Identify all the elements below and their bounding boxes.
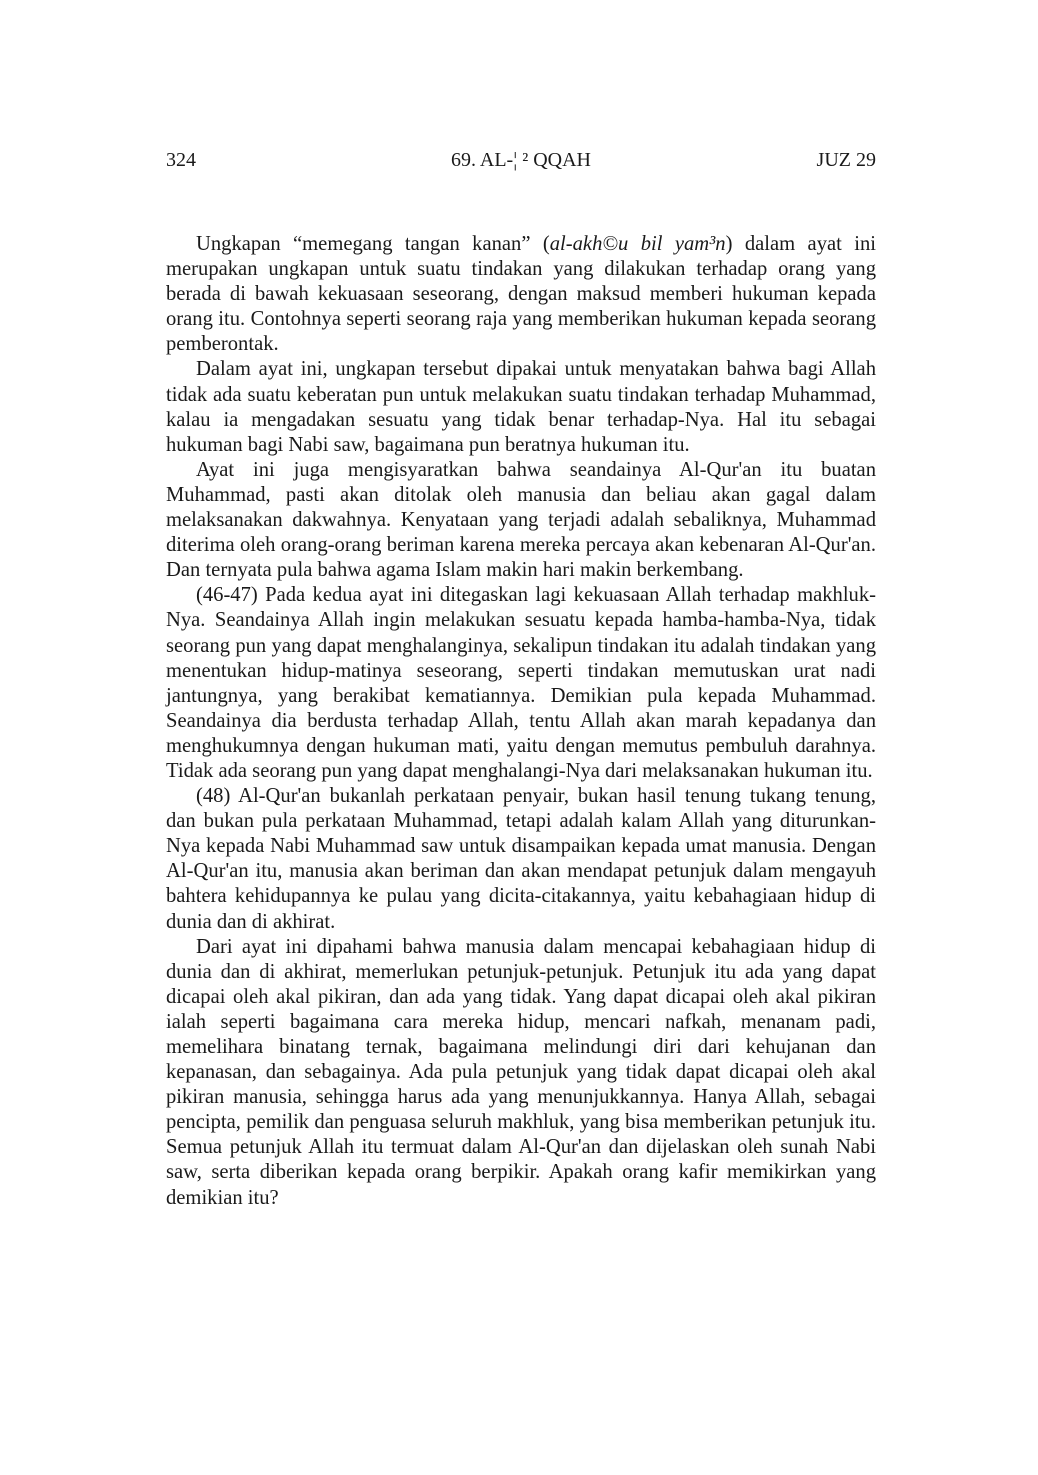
- paragraph-5: (48) Al-Qur'an bukanlah perkataan penyair, bukan hasil tenung tukang tenung, dan bukan pula perkataan Muhammad, tetapi adalah kalam Allah yang diturunkan-Nya kepada Nabi Muhammad saw untuk disampaikan kepada umat manusia. Dengan Al-Qur'an itu, manusia akan beriman dan akan mendapat petunjuk dalam mengayuh bahtera kehidupannya ke pulau yang dicita-citakannya, yaitu kebahagiaan hidup di dunia dan di akhirat.: [166, 785, 876, 933]
- paragraph-3: Ayat ini juga mengisyaratkan bahwa seandainya Al-Qur'an itu buatan Muhammad, pasti akan ditolak oleh manusia dan beliau akan gagal dalam melaksanakan dakwahnya. Kenyataan yang terjadi adalah sebaliknya, Muhammad diterima oleh orang-orang beriman karena mereka percaya akan kebenaran Al-Qur'an. Dan ternyata pula bahwa agama Islam makin hari makin berkembang.: [166, 458, 876, 582]
- body-text: [166, 232, 876, 1211]
- paragraph-1: [166, 232, 876, 357]
- juz-label: JUZ 29: [816, 149, 876, 171]
- paragraph-1-lead: Ungkapan “memegang tangan kanan” (: [196, 233, 550, 255]
- paragraph-1-rest: ) dalam ayat ini merupakan ungkapan untuk suatu tindakan yang dilakukan terhadap orang yang berada di bawah kekuasaan seseorang, dengan maksud memberi hukuman kepada orang itu. Contohnya seperti seorang raja yang memberikan hukuman kepada seorang pemberontak.: [166, 233, 876, 356]
- page-header: [166, 146, 876, 174]
- transliteration-term: al-akh©u bil yam³n: [549, 233, 726, 255]
- chapter-title: 69. AL-¦ ² QQAH: [451, 149, 591, 171]
- page-number: 324: [166, 149, 196, 171]
- paragraph-2: Dalam ayat ini, ungkapan tersebut dipakai untuk menyatakan bahwa bagi Allah tidak ada suatu keberatan pun untuk melakukan suatu tindakan terhadap Muhammad, kalau ia mengadakan sesuatu yang tidak benar terhadap-Nya. Hal itu sebagai hukuman bagi Nabi saw, bagaimana pun beratnya hukuman itu.: [166, 358, 876, 456]
- paragraph-6: Dari ayat ini dipahami bahwa manusia dalam mencapai kebahagiaan hidup di dunia dan di akhirat, memerlukan petunjuk-petunjuk. Petunjuk itu ada yang dapat dicapai oleh akal pikiran, dan ada yang tidak. Yang dapat dicapai oleh akal pikiran ialah seperti bagaimana cara mereka hidup, mencari nafkah, menanam padi, memelihara binatang ternak, bagaimana melindungi diri dari kehujanan dan kepanasan, dan sebagainya. Ada pula petunjuk yang tidak dapat dicapai oleh akal pikiran manusia, sehingga harus ada yang menunjukkannya. Hanya Allah, sebagai pencipta, pemilik dan penguasa seluruh makhluk, yang bisa memberikan petunjuk itu. Semua petunjuk Allah itu termuat dalam Al-Qur'an dan dijelaskan oleh sunah Nabi saw, serta diberikan kepada orang berpikir. Apakah orang kafir memikirkan yang demikian itu?: [166, 935, 876, 1209]
- paragraph-4: (46-47) Pada kedua ayat ini ditegaskan lagi kekuasaan Allah terhadap makhluk-Nya. Seandainya Allah ingin melakukan sesuatu kepada hamba-hamba-Nya, tidak seorang pun yang dapat menghalanginya, sekalipun tindakan itu adalah tindakan yang menentukan hidup-matinya seseorang, seperti tindakan memutuskan urat nadi jantungnya, yang berakibat kematiannya. Demikian pula kepada Muhammad. Seandainya dia berdusta terhadap Allah, tentu Allah akan marah kepadanya dan menghukumnya dengan hukuman mati, yaitu dengan memutus pembuluh darahnya. Tidak ada seorang pun yang dapat menghalangi-Nya dari melaksanakan hukuman itu.: [166, 584, 876, 782]
